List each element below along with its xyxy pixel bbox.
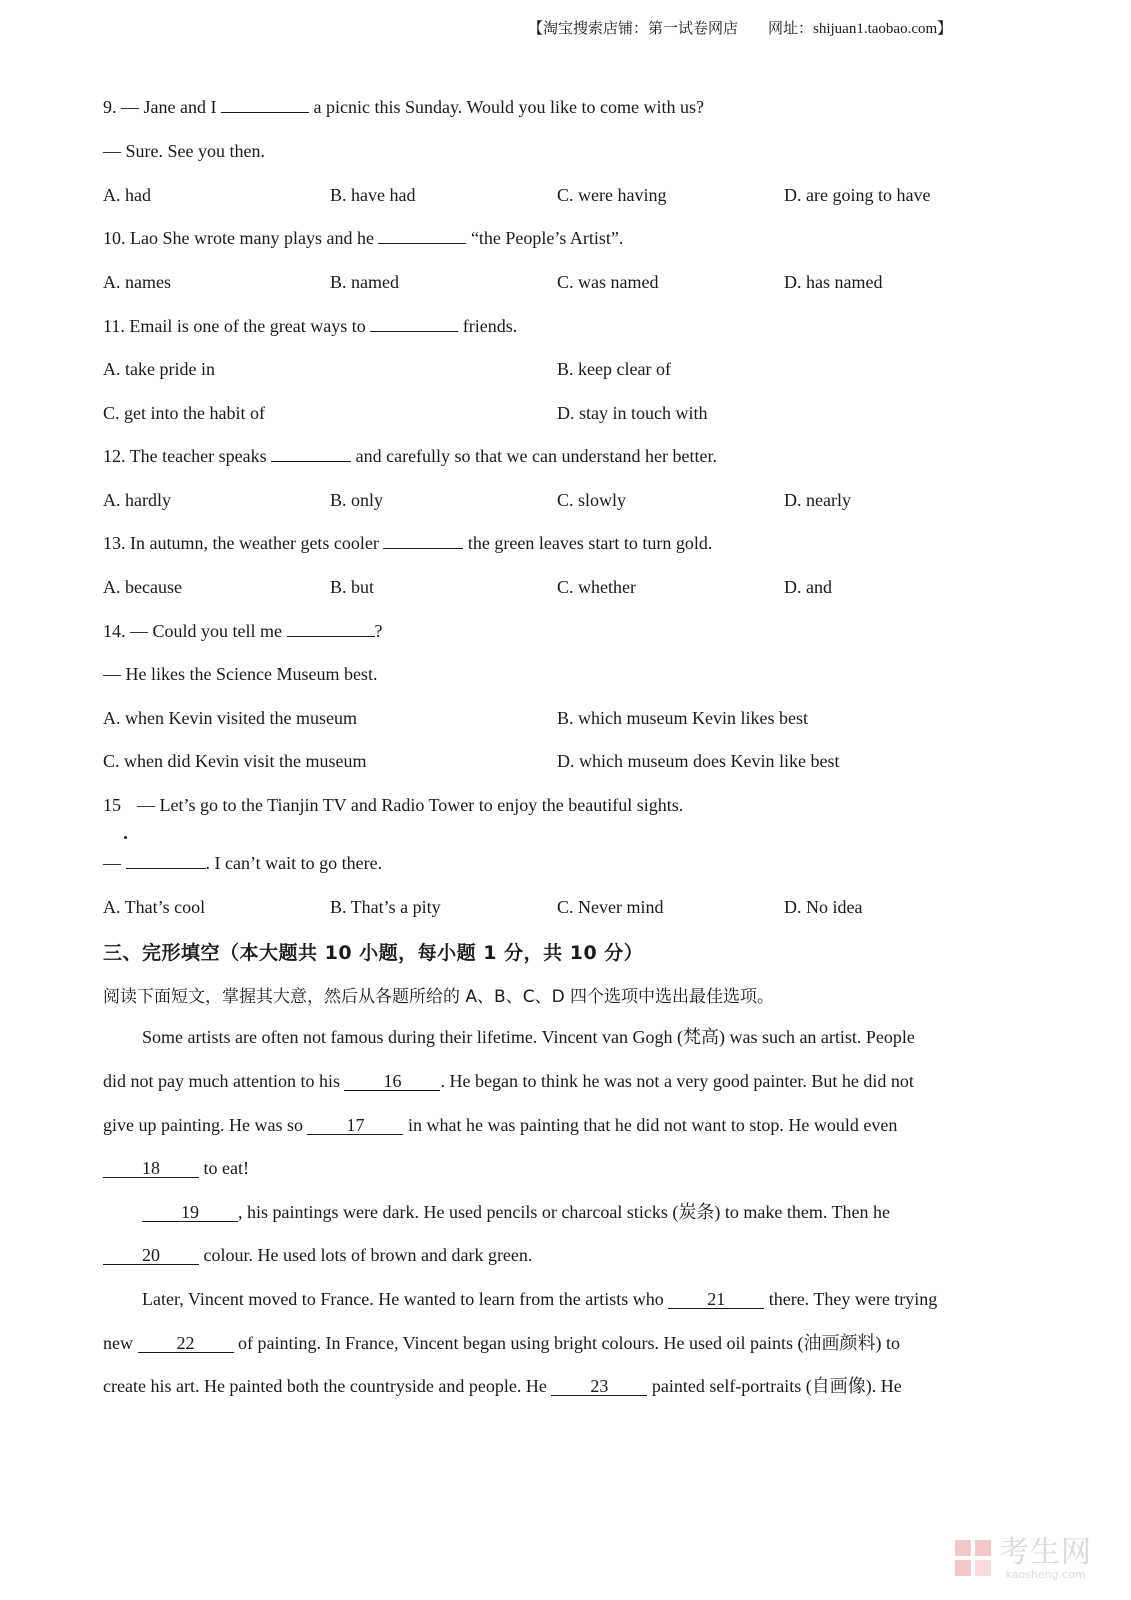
reply-9: — Sure. See you then. bbox=[103, 141, 265, 161]
question-9: 9. — Jane and I a picnic this Sunday. Would you like to come with us? bbox=[103, 97, 704, 117]
option-10d: D. has named bbox=[784, 272, 883, 292]
passage-line: create his art. He painted both the countryside and people. He 23 painted self-portraits (自画像). He bbox=[103, 1376, 902, 1396]
answer-blank bbox=[126, 853, 206, 869]
watermark-logo-icon bbox=[955, 1540, 993, 1578]
numbered-blank: 19 bbox=[142, 1203, 238, 1222]
option-15c: C. Never mind bbox=[557, 897, 664, 917]
option-13a: A. because bbox=[103, 577, 182, 597]
option-11a: A. take pride in bbox=[103, 359, 215, 379]
option-13d: D. and bbox=[784, 577, 832, 597]
question-11: 11. Email is one of the great ways to friends. bbox=[103, 316, 518, 336]
passage-line: 19 , his paintings were dark. He used pencils or charcoal sticks (炭条) to make them. Then he bbox=[142, 1201, 890, 1223]
reply-15: — . I can’t wait to go there. bbox=[103, 853, 383, 873]
numbered-blank: 18 bbox=[103, 1159, 199, 1178]
option-11c: C. get into the habit of bbox=[103, 403, 265, 423]
option-9a: A. had bbox=[103, 185, 151, 205]
answer-blank bbox=[271, 446, 351, 462]
section-title: 三、完形填空（本大题共 10 小题，每小题 1 分，共 10 分） bbox=[103, 942, 644, 964]
numbered-blank: 21 bbox=[668, 1290, 764, 1309]
option-14a: A. when Kevin visited the museum bbox=[103, 708, 357, 728]
watermark bbox=[955, 1537, 1092, 1581]
option-9d: D. are going to have bbox=[784, 185, 931, 205]
question-14: 14. — Could you tell me ? bbox=[103, 621, 383, 641]
watermark-url: kaosheng.com bbox=[1005, 1568, 1086, 1581]
option-9b: B. have had bbox=[330, 185, 416, 205]
option-15d: D. No idea bbox=[784, 897, 863, 917]
option-13c: C. whether bbox=[557, 577, 636, 597]
option-10b: B. named bbox=[330, 272, 399, 292]
option-15b: B. That’s a pity bbox=[330, 897, 441, 917]
numbered-blank: 23 bbox=[551, 1377, 647, 1396]
number-dot bbox=[124, 836, 127, 839]
passage-line: Some artists are often not famous during their lifetime. Vincent van Gogh (梵高) was such an artist. People bbox=[142, 1027, 915, 1047]
option-12c: C. slowly bbox=[557, 490, 627, 510]
answer-blank bbox=[221, 97, 309, 113]
answer-blank bbox=[383, 533, 463, 549]
passage-line: Later, Vincent moved to France. He wanted to learn from the artists who 21 there. They were trying bbox=[142, 1289, 938, 1309]
option-11d: D. stay in touch with bbox=[557, 403, 708, 423]
section-instruction: 阅读下面短文，掌握其大意，然后从各题所给的 A、B、C、D 四个选项中选出最佳选项。 bbox=[103, 987, 775, 1007]
option-15a: A. That’s cool bbox=[103, 897, 206, 917]
option-14c: C. when did Kevin visit the museum bbox=[103, 751, 367, 771]
page-header: 【淘宝搜索店铺：第一试卷网店 网址：shijuan1.taobao.com】 bbox=[528, 21, 953, 37]
question-15: — Let’s go to the Tianjin TV and Radio Tower to enjoy the beautiful sights. bbox=[137, 795, 684, 815]
passage-line: give up painting. He was so 17 in what he was painting that he did not want to stop. He would even bbox=[103, 1115, 898, 1135]
numbered-blank: 20 bbox=[103, 1246, 199, 1265]
option-14b: B. which museum Kevin likes best bbox=[557, 708, 808, 728]
passage-line: 18 to eat! bbox=[103, 1157, 249, 1179]
passage-line: 20 colour. He used lots of brown and dark green. bbox=[103, 1244, 532, 1266]
option-10a: A. names bbox=[103, 272, 171, 292]
reply-14: — He likes the Science Museum best. bbox=[103, 664, 378, 684]
option-13b: B. but bbox=[330, 577, 375, 597]
option-12d: D. nearly bbox=[784, 490, 851, 510]
passage-line: new 22 of painting. In France, Vincent began using bright colours. He used oil paints (油画颜料) to bbox=[103, 1333, 900, 1353]
answer-blank bbox=[287, 621, 375, 637]
watermark-text: 考生网 bbox=[999, 1535, 1092, 1570]
numbered-blank: 17 bbox=[307, 1116, 403, 1135]
option-12a: A. hardly bbox=[103, 490, 171, 510]
question-13: 13. In autumn, the weather gets cooler the green leaves start to turn gold. bbox=[103, 533, 713, 553]
question-12: 12. The teacher speaks and carefully so that we can understand her better. bbox=[103, 446, 717, 466]
numbered-blank: 22 bbox=[138, 1334, 234, 1353]
option-9c: C. were having bbox=[557, 185, 667, 205]
question-10: 10. Lao She wrote many plays and he “the People’s Artist”. bbox=[103, 228, 624, 248]
answer-blank bbox=[378, 228, 466, 244]
option-11b: B. keep clear of bbox=[557, 359, 671, 379]
answer-blank bbox=[370, 316, 458, 332]
option-10c: C. was named bbox=[557, 272, 659, 292]
passage-line: did not pay much attention to his 16 . He began to think he was not a very good painter. But he did not bbox=[103, 1071, 914, 1091]
option-14d: D. which museum does Kevin like best bbox=[557, 751, 840, 771]
option-12b: B. only bbox=[330, 490, 384, 510]
question-15-number: 15 bbox=[103, 795, 121, 815]
numbered-blank: 16 bbox=[344, 1072, 440, 1091]
